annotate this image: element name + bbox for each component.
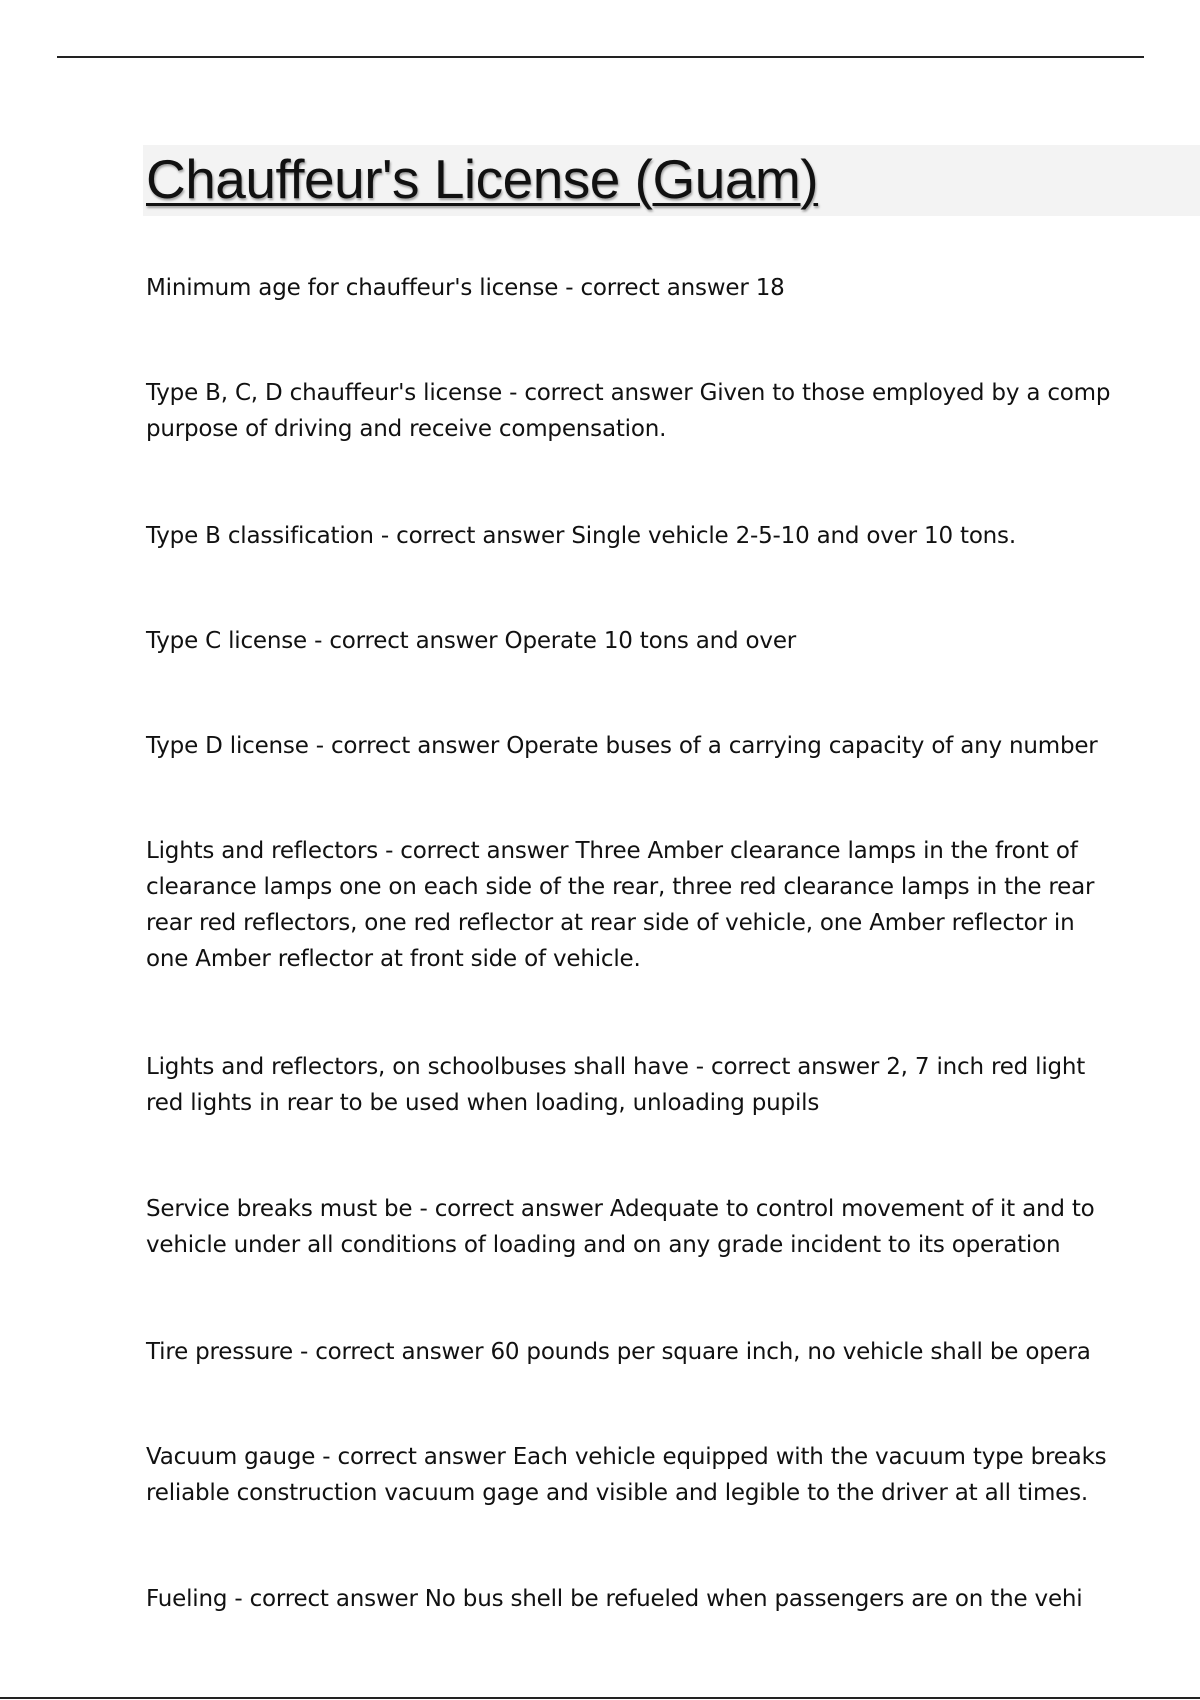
card-line: Type B classification - correct answer Single vehicle 2-5-10 and over 10 tons. xyxy=(146,523,1016,549)
bottom-rule xyxy=(0,1697,1200,1699)
flashcard-lights-reflectors xyxy=(146,833,1094,977)
flashcard-minimum-age xyxy=(146,270,785,306)
flashcard-schoolbus-lights xyxy=(146,1049,1085,1121)
card-line: Type D license - correct answer Operate buses of a carrying capacity of any number xyxy=(146,733,1098,759)
card-line: rear red reflectors, one red reflector at rear side of vehicle, one Amber reflector in xyxy=(146,910,1075,936)
card-line: red lights in rear to be used when loading, unloading pupils xyxy=(146,1090,820,1116)
flashcard-fueling xyxy=(146,1581,1082,1617)
card-line: one Amber reflector at front side of vehicle. xyxy=(146,946,641,972)
card-line: Type B, C, D chauffeur's license - correct answer Given to those employed by a comp xyxy=(146,380,1111,406)
flashcard-type-b xyxy=(146,518,1016,554)
card-line: Lights and reflectors - correct answer Three Amber clearance lamps in the front of xyxy=(146,838,1078,864)
flashcard-type-d xyxy=(146,728,1098,764)
flashcard-tire-pressure xyxy=(146,1334,1091,1370)
card-line: Vacuum gauge - correct answer Each vehicle equipped with the vacuum type breaks xyxy=(146,1444,1107,1470)
card-line: purpose of driving and receive compensation. xyxy=(146,416,667,442)
flashcard-service-brakes xyxy=(146,1191,1095,1263)
card-line: Fueling - correct answer No bus shell be refueled when passengers are on the vehi xyxy=(146,1586,1083,1612)
card-line: reliable construction vacuum gage and visible and legible to the driver at all times. xyxy=(146,1480,1089,1506)
flashcard-type-bcd xyxy=(146,375,1110,447)
card-line: Lights and reflectors, on schoolbuses shall have - correct answer 2, 7 inch red light xyxy=(146,1054,1086,1080)
top-rule xyxy=(57,56,1144,58)
card-line: Tire pressure - correct answer 60 pounds per square inch, no vehicle shall be opera xyxy=(146,1339,1091,1365)
card-line: Minimum age for chauffeur's license - correct answer 18 xyxy=(146,275,785,301)
card-line: Service breaks must be - correct answer Adequate to control movement of it and to xyxy=(146,1196,1095,1222)
flashcard-vacuum-gauge xyxy=(146,1439,1106,1511)
card-line: clearance lamps one on each side of the rear, three red clearance lamps in the rear xyxy=(146,874,1095,900)
flashcard-type-c xyxy=(146,623,796,659)
card-line: vehicle under all conditions of loading and on any grade incident to its operation xyxy=(146,1232,1061,1258)
page-title: Chauffeur's License (Guam) xyxy=(146,148,819,210)
card-line: Type C license - correct answer Operate 10 tons and over xyxy=(146,628,797,654)
